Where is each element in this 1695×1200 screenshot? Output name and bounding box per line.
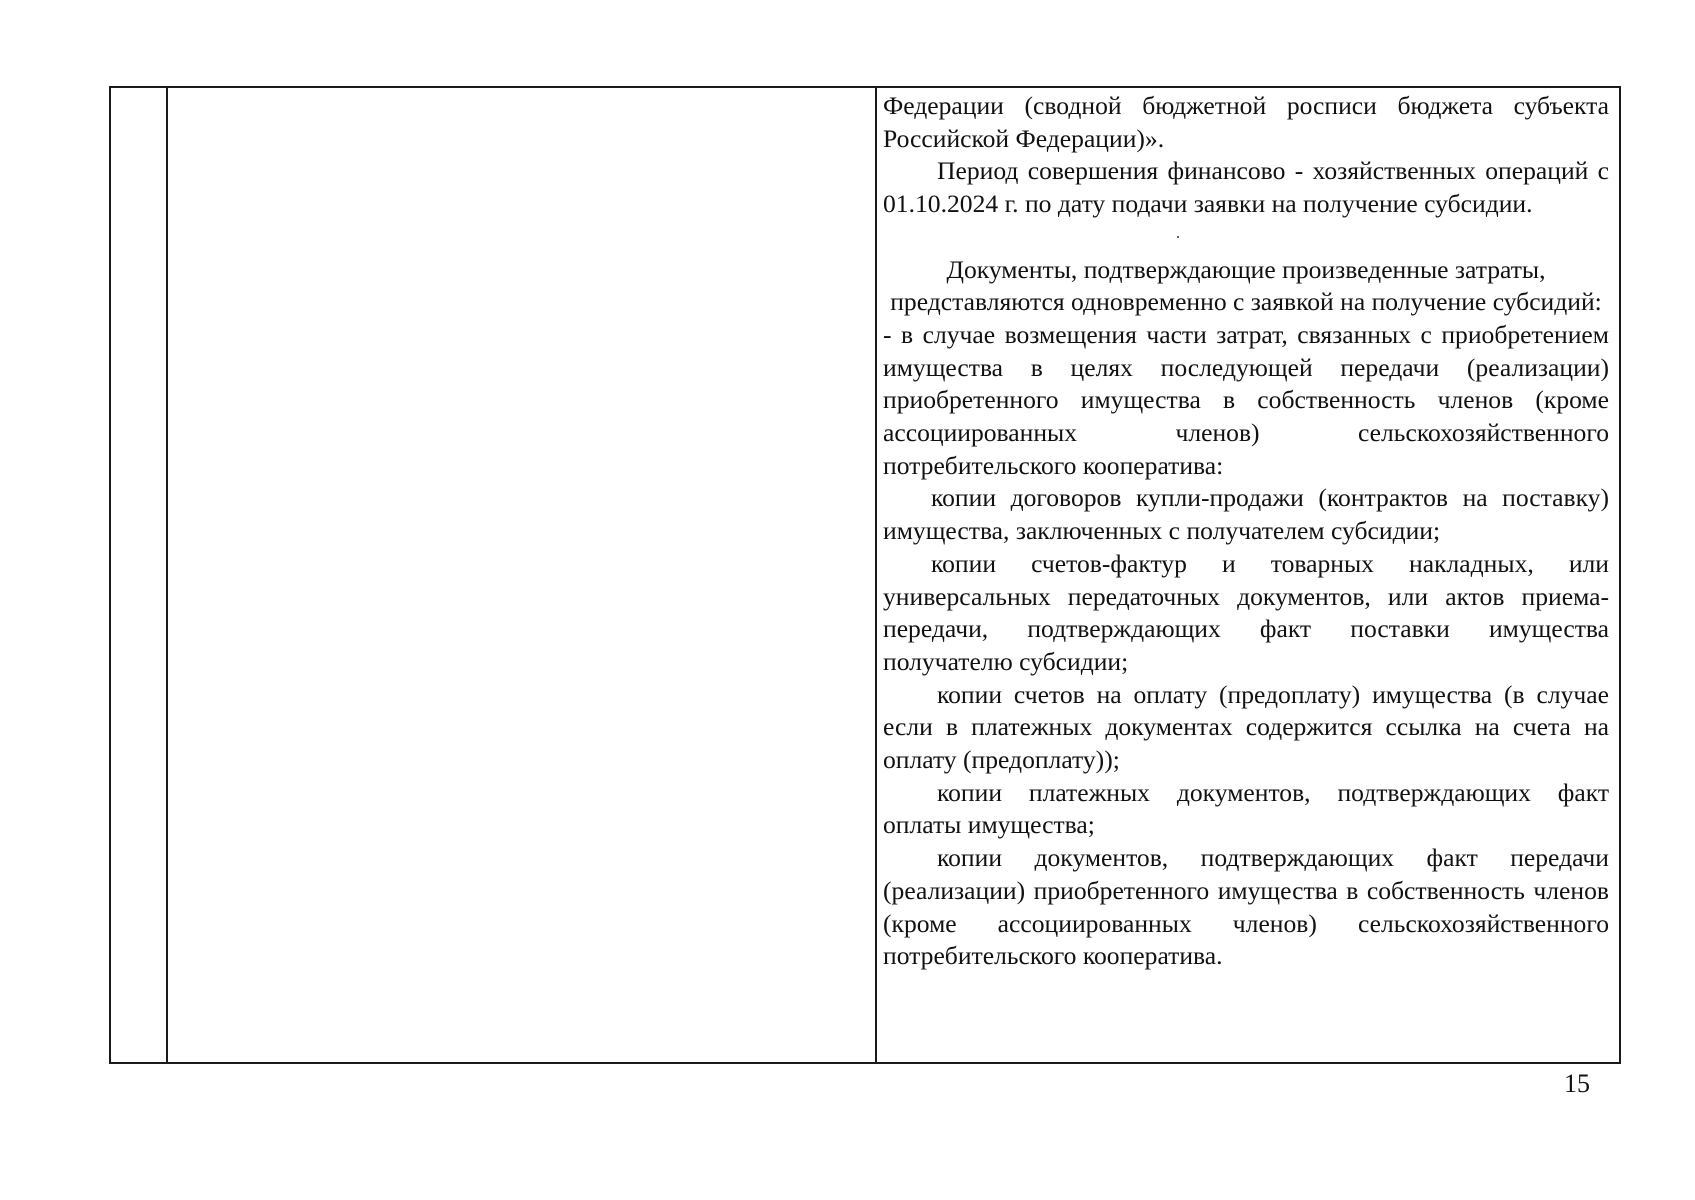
page-number: 15 bbox=[1564, 1069, 1590, 1098]
list-item-transfer-documents: копии документов, подтверждающих факт передачи (реализации) приобретенного имущества в собственность членов (кроме ассоциированных членов) сельскохозяйственного потребительского кооператива. bbox=[883, 843, 1609, 971]
column-divider-1 bbox=[166, 88, 168, 1062]
paragraph-period: Период совершения финансово - хозяйственных операций с 01.10.2024 г. по дату подачи заявки на получение субсидии. bbox=[883, 156, 1609, 219]
column-divider-2 bbox=[875, 88, 877, 1062]
paragraph-federation: Федерации (сводной бюджетной росписи бюджета субъекта Российской Федерации)». bbox=[883, 91, 1609, 153]
list-item-contracts: копии договоров купли-продажи (контрактов на поставку) имущества, заключенных с получателем субсидии; bbox=[883, 483, 1609, 546]
documents-heading: Документы, подтверждающие произведенные затраты, представляются одновременно с заявкой на получение субсидий: bbox=[890, 254, 1602, 317]
scan-speck bbox=[1177, 236, 1179, 238]
list-item-invoices: копии счетов-фактур и товарных накладных, или универсальных передаточных документов, или актов приема-передачи, подтверждающих факт поставки имущества получателю субсидии; bbox=[883, 548, 1609, 676]
table-cell-text bbox=[883, 90, 1609, 973]
document-table bbox=[109, 86, 1621, 1064]
spacer bbox=[883, 221, 1609, 254]
list-item-payment-documents: копии платежных документов, подтверждающих факт оплаты имущества; bbox=[883, 777, 1609, 840]
paragraph-intro: - в случае возмещения части затрат, связанных с приобретением имущества в целях последующей передачи (реализации) приобретенного имущества в собственность членов (кроме ассоциированных членов) сельскохозяйственного потребительского кооператива: bbox=[883, 319, 1609, 480]
list-item-payment-bills: копии счетов на оплату (предоплату) имущества (в случае если в платежных документах содержится ссылка на счета на оплату (предоплату)); bbox=[883, 679, 1609, 775]
